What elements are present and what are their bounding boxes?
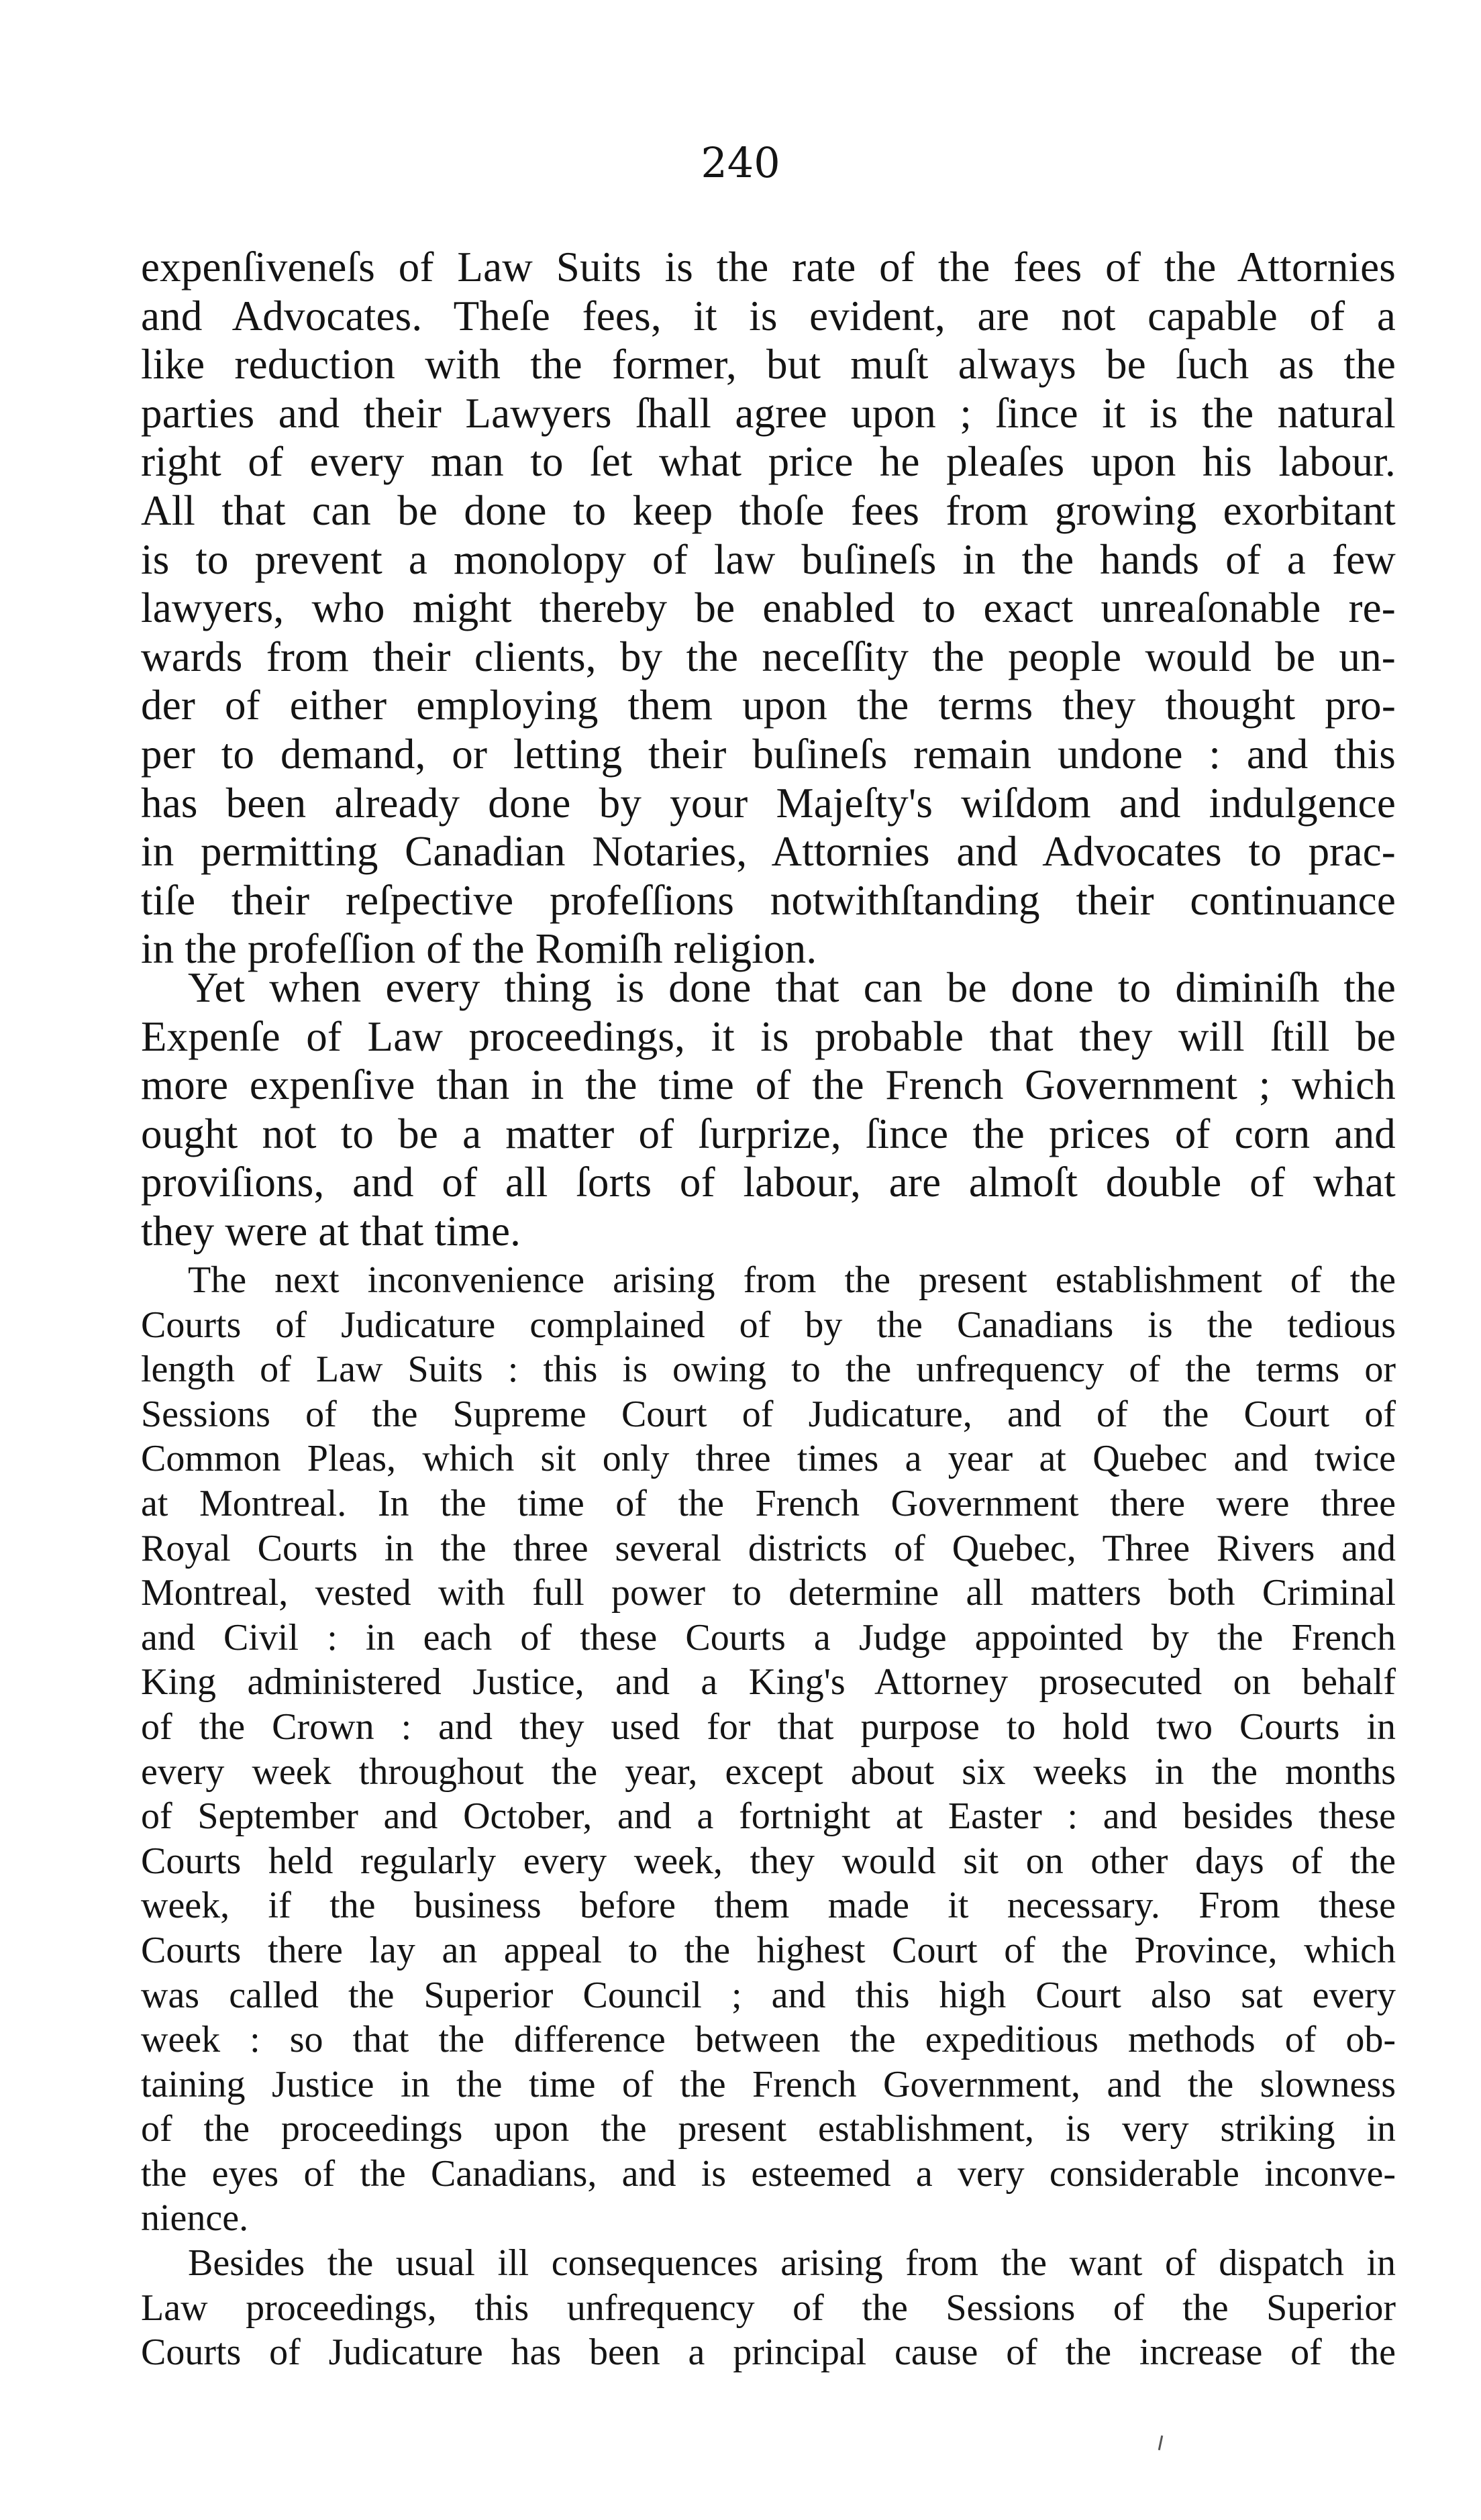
text-line: taining Justice in the time of the French Government, and the slowness [141,2063,1396,2105]
text-line: the eyes of the Canadians, and is esteemed a very considerable inconve- [141,2152,1396,2195]
text-line: in permitting Canadian Notaries, Attornies and Advocates to prac- [141,828,1396,876]
text-line: is to prevent a monolopy of law buſineſs in the hands of a few [141,535,1396,583]
text-line: The next inconvenience arising from the present establishment of the [188,1259,1396,1301]
text-line: and Civil : in each of these Courts a Judge appointed by the French [141,1616,1396,1659]
text-line: tiſe their reſpective profeſſions notwithſtanding their continuance [141,876,1396,924]
text-line: Courts of Judicature complained of by the Canadians is the tedious [141,1304,1396,1346]
text-line: nience. [141,2197,249,2240]
text-line: Royal Courts in the three several districts of Quebec, Three Rivers and [141,1527,1396,1569]
paragraph-1 [141,243,1396,974]
text-line: Courts there lay an appeal to the highest Court of the Province, which [141,1929,1396,1971]
paragraph-4 [141,2241,1396,2375]
text-line: proviſions, and of all ſorts of labour, are almoſt double of what [141,1159,1396,1206]
text-line: Yet when every thing is done that can be done to diminiſh the [188,964,1396,1011]
text-line: lawyers, who might thereby be enabled to exact unreaſonable re- [141,584,1396,632]
text-line: like reduction with the former, but muſt always be ſuch as the [141,341,1396,388]
text-line: Besides the usual ill consequences arising from the want of dispatch in [188,2242,1396,2284]
text-line: they were at that time. [141,1207,521,1255]
text-line: per to demand, or letting their buſineſs remain undone : and this [141,730,1396,778]
text-line: of September and October, and a fortnight at Easter : and besides these [141,1795,1396,1838]
text-line: of the proceedings upon the present establishment, is very striking in [141,2108,1396,2150]
text-line: Common Pleas, which sit only three times a year at Quebec and twice [141,1438,1396,1480]
text-line: week, if the business before them made it necessary. From these [141,1885,1396,1927]
ink-speck [1158,2435,1164,2450]
text-line: Courts held regularly every week, they would sit on other days of the [141,1840,1396,1882]
text-line: has been already done by your Majeſty's wiſdom and indulgence [141,779,1396,827]
text-line: ought not to be a matter of ſurprize, ſince the prices of corn and [141,1110,1396,1157]
text-line: at Montreal. In the time of the French Government there were three [141,1482,1396,1524]
text-line: wards from their clients, by the neceſſity the people would be un- [141,633,1396,680]
text-line: Sessions of the Supreme Court of Judicature, and of the Court of [141,1393,1396,1435]
text-line: week : so that the difference between the expeditious methods of ob- [141,2019,1396,2061]
text-line: Expenſe of Law proceedings, it is probable that they will ſtill be [141,1012,1396,1060]
text-line: and Advocates. Theſe fees, it is evident, are not capable of a [141,292,1396,339]
paragraph-2 [141,963,1396,1256]
text-line: der of either employing them upon the terms they thought pro- [141,682,1396,729]
text-line: Montreal, vested with full power to determine all matters both Criminal [141,1572,1396,1614]
text-line: more expenſive than in the time of the French Government ; which [141,1061,1396,1109]
text-line: of the Crown : and they used for that purpose to hold two Courts in [141,1705,1396,1748]
text-line: King administered Justice, and a King's Attorney prosecuted on behalf [141,1661,1396,1703]
paragraph-3 [141,1258,1396,2241]
text-line: Courts of Judicature has been a principal cause of the increase of the [141,2331,1396,2374]
text-line: in the profeſſion of the Romiſh religion. [141,925,817,973]
text-line: All that can be done to keep thoſe fees from growing exorbitant [141,486,1396,534]
text-line: right of every man to ſet what price he pleaſes upon his labour. [141,438,1396,486]
text-line: length of Law Suits : this is owing to the unfrequency of the terms or [141,1349,1396,1391]
text-line: every week throughout the year, except about six weeks in the months [141,1750,1396,1793]
text-line: Law proceedings, this unfrequency of the Sessions of the Superior [141,2287,1396,2329]
page-number: 240 [701,138,780,187]
text-line: parties and their Lawyers ſhall agree upon ; ſince it is the natural [141,389,1396,437]
text-line: was called the Superior Council ; and this high Court also sat every [141,1974,1396,2016]
text-line: expenſiveneſs of Law Suits is the rate of the fees of the Attornies [141,244,1396,291]
